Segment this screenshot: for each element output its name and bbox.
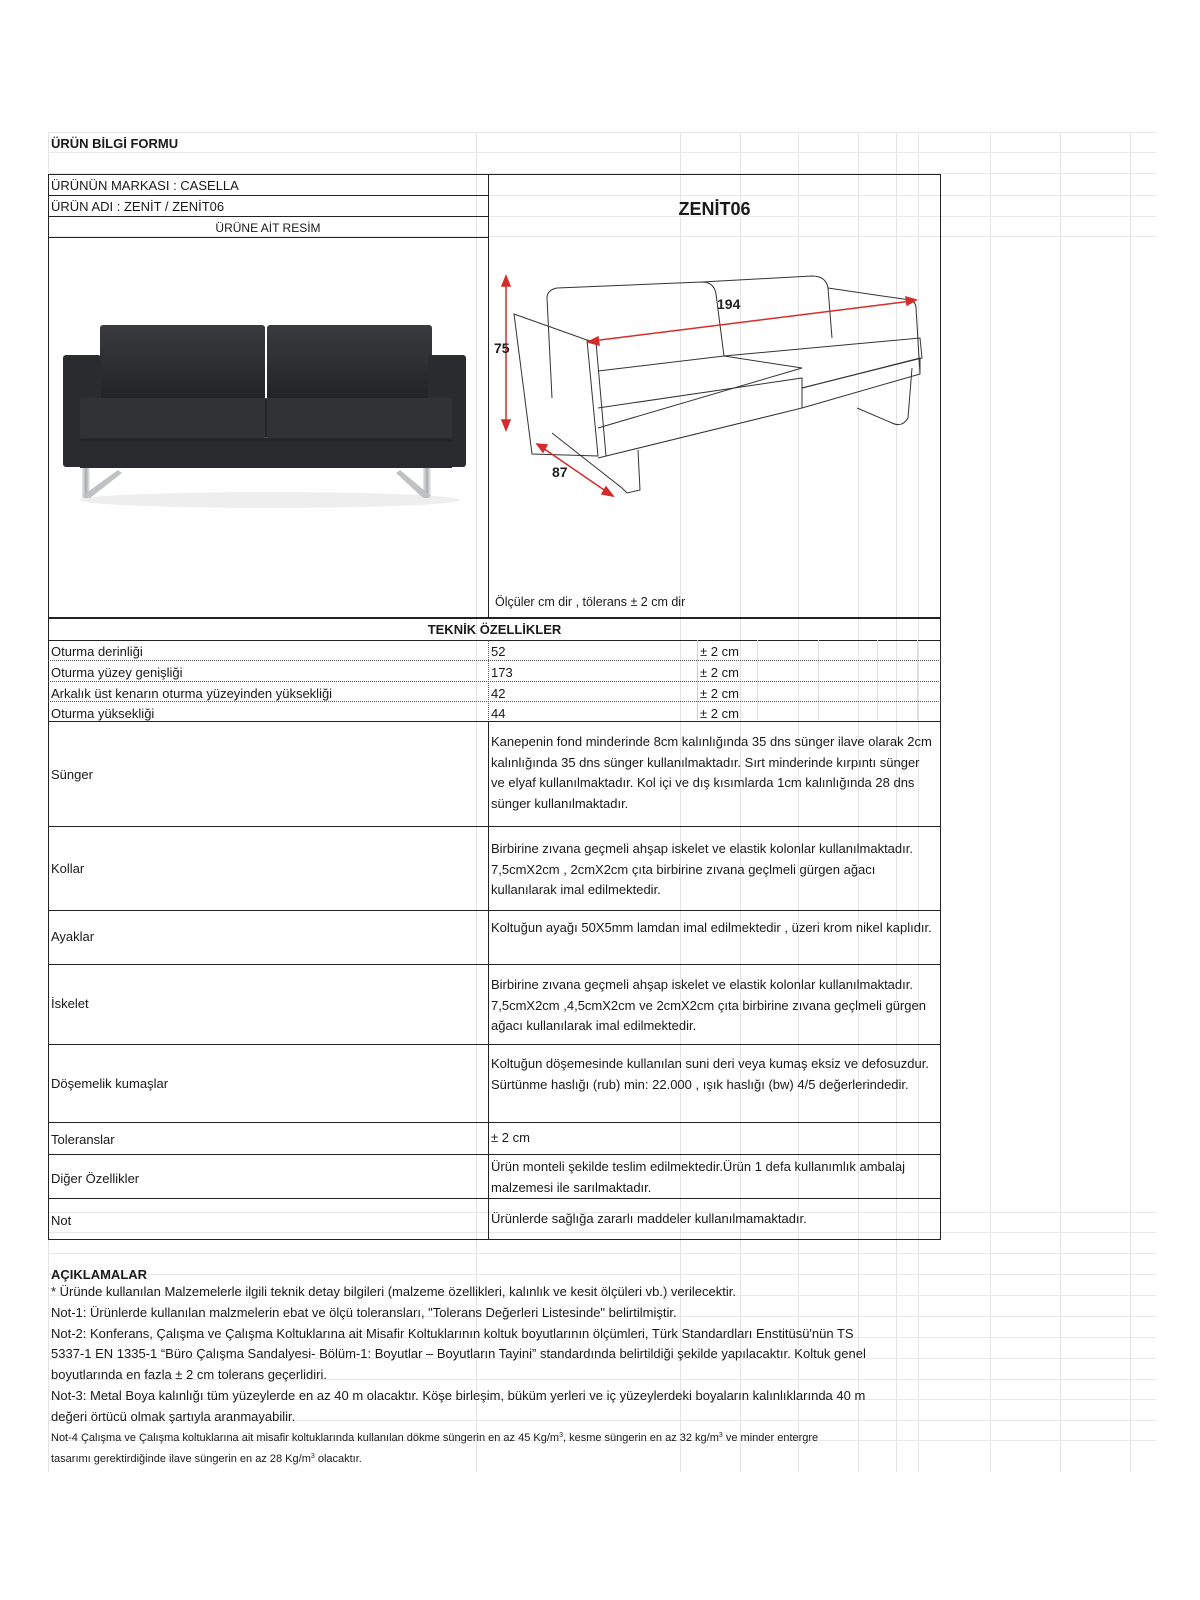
feature-label: Sünger xyxy=(51,767,93,782)
notes-header: AÇIKLAMALAR xyxy=(51,1267,148,1282)
feature-text: Ürünlerde sağlığa zararlı maddeler kullanılmamaktadır. xyxy=(491,1211,807,1226)
height-dimension-label: 75 xyxy=(494,340,510,356)
width-dimension-label: 194 xyxy=(717,296,741,312)
feature-label: İskelet xyxy=(51,996,89,1011)
note-line: Not-2: Konferans, Çalışma ve Çalışma Koltuklarına ait Misafir Koltuklarının koltuk boyutlarının ölçümleri, Türk Standardları Enstitüsü'nün TS xyxy=(51,1326,854,1341)
note-line: Not-3: Metal Boya kalınlığı tüm yüzeylerde en az 40 m olacaktır. Köşe birleşim, büküm yerleri ve iç yüzeylerdeki boyaların kalınlıklarında 40 m xyxy=(51,1388,866,1403)
dimension-label: Oturma derinliği xyxy=(51,644,143,659)
note-line: * Üründe kullanılan Malzemelerle ilgili teknik detay bilgileri (malzeme özellikleri, kalınlık ve kesit ölçüleri vb.) verilecektir. xyxy=(51,1284,736,1299)
specs-header: TEKNİK ÖZELLİKLER xyxy=(427,622,562,637)
dimension-value: 52 xyxy=(491,644,506,659)
product-name-line: ÜRÜN ADI : ZENİT / ZENİT06 xyxy=(51,199,225,214)
feature-label: Ayaklar xyxy=(51,929,95,944)
feature-text: Birbirine zıvana geçmeli ahşap iskelet ve elastik kolonlar kullanılmaktadır. 7,5cmX2cm ,4,5cmX2cm ve 2cmX2cm çıta birbirine zıvana geçlmeli gürgen ağacı kullanılarak imal edilmektedir. xyxy=(491,977,926,1033)
feature-label: Toleranslar xyxy=(51,1132,115,1147)
product-photo xyxy=(60,320,480,520)
note-4-line-1: Not-4 Çalışma ve Çalışma koltuklarına ait misafir koltuklarında kullanılan dökme süngerin en az 45 $Kg/m^3$, kesme süngerin en az 32 $kg/m^3$ ve minder entergre xyxy=(51,1432,819,1444)
dimension-value: 173 xyxy=(491,665,513,680)
note-4-line-2: tasarımı gerektirdiğinde ilave süngerin en az 28 $Kg/m^3$ olacaktır. xyxy=(51,1453,362,1465)
dimension-label: Oturma yüksekliği xyxy=(51,706,155,721)
dimension-value: 42 xyxy=(491,686,506,701)
dimension-label: Arkalık üst kenarın oturma yüzeyinden yüksekliği xyxy=(51,686,333,701)
dimension-tolerance: ± 2 cm xyxy=(700,706,739,721)
dimension-drawing xyxy=(492,258,932,518)
dimension-tolerance: ± 2 cm xyxy=(700,686,739,701)
note-line: boyutlarında en fazla ± 2 cm tolerans geçerlidiri. xyxy=(51,1367,327,1382)
dimension-tolerance: ± 2 cm xyxy=(700,665,739,680)
model-code: ZENİT06 xyxy=(678,199,751,219)
feature-text: Birbirine zıvana geçmeli ahşap iskelet ve elastik kolonlar kullanılmaktadır. 7,5cmX2cm , 2cmX2cm çıta birbirine zıvana geçlmeli gürgen ağacı kullanılarak imal edilmektedir. xyxy=(491,841,913,897)
note-line: 5337-1 EN 1335-1 “Büro Çalışma Sandalyesi- Bölüm-1: Boyutlar – Boyutların Tayini” standardında belirtildiği şekilde yapılacaktır. Koltuk genel xyxy=(51,1346,866,1361)
feature-text: ± 2 cm xyxy=(491,1130,530,1145)
dimension-tolerance: ± 2 cm xyxy=(700,644,739,659)
feature-label: Kollar xyxy=(51,861,85,876)
note-line: değeri örtücü olmak şartıyla aranmayabilir. xyxy=(51,1409,296,1424)
brand-line: ÜRÜNÜN MARKASI : CASELLA xyxy=(51,178,239,193)
feature-label: Not xyxy=(51,1213,72,1228)
dimension-label: Oturma yüzey genişliği xyxy=(51,665,183,680)
top-divider xyxy=(488,174,489,617)
sofa-photo-icon xyxy=(60,320,480,520)
feature-text: Koltuğun döşemesinde kullanılan suni deri veya kumaş eksiz ve defosuzdur. Sürtünme haslığı (rub) min: 22.000 , ışık haslığı (bw) 4/5 değerlerindedir. xyxy=(491,1056,929,1092)
feature-text: Koltuğun ayağı 50X5mm lamdan imal edilmektedir , üzeri krom nikel kaplıdır. xyxy=(491,920,932,935)
feature-label: Diğer Özellikler xyxy=(51,1171,140,1186)
feature-label: Döşemelik kumaşlar xyxy=(51,1076,169,1091)
note-line: Not-1: Ürünlerde kullanılan malzmelerin ebat ve ölçü toleransları, "Tolerans Değerleri Listesinde" belirtilmiştir. xyxy=(51,1305,677,1320)
measurement-note: Ölçüler cm dir , tölerans ± 2 cm dir xyxy=(495,595,686,609)
image-header: ÜRÜNE AİT RESİM xyxy=(215,221,321,235)
feature-text: Ürün monteli şekilde teslim edilmektedir.Ürün 1 defa kullanımlık ambalaj malzemesi ile sarılmaktadır. xyxy=(491,1159,906,1195)
form-title: ÜRÜN BİLGİ FORMU xyxy=(51,136,179,151)
feature-text: Kanepenin fond minderinde 8cm kalınlığında 35 dns sünger ilave olarak 2cm kalınlığında 35 dns sünger kullanılmaktadır. Sırt minderinde kırpıntı sünger ve elyaf kullanılmaktadır. Kol içi ve dış kısımlarda 1cm kalınlığında 28 dns sünger kullanılmaktadır. xyxy=(491,734,932,811)
dimension-value: 44 xyxy=(491,706,506,721)
depth-dimension-label: 87 xyxy=(552,464,568,480)
